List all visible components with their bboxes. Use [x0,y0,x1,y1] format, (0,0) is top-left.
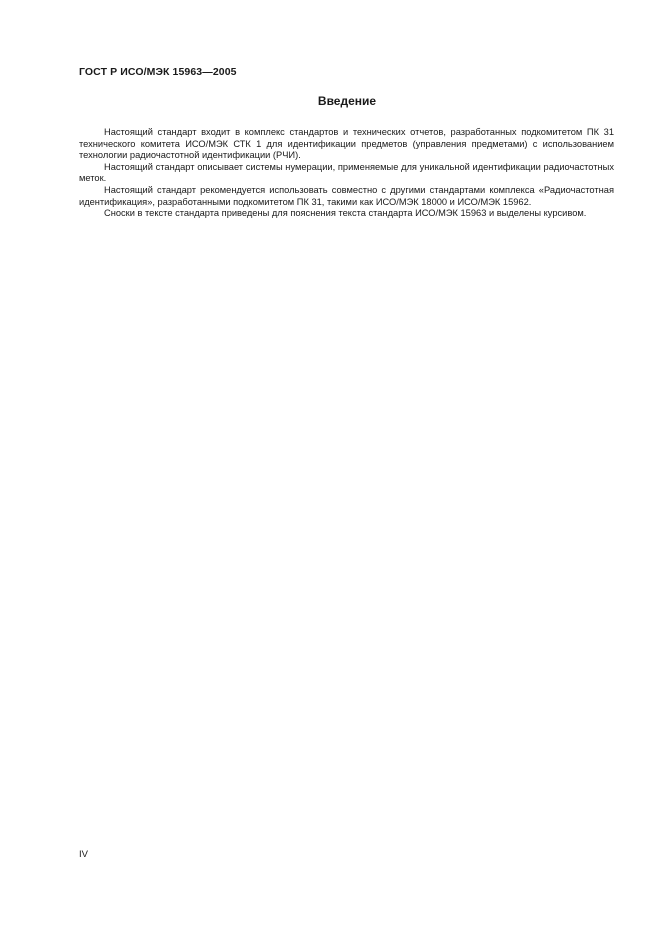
paragraph-3: Настоящий стандарт рекомендуется использовать совместно с другими стандартами комплекса «Радиочастотная идентификация», разработанными подкомитетом ПК 31, такими как ИСО/МЭК 18000 и ИСО/МЭК 15962. [79,184,614,207]
introduction-body [79,127,614,220]
paragraph-1: Настоящий стандарт входит в комплекс стандартов и технических отчетов, разработанных подкомитетом ПК 31 технического комитета ИСО/МЭК СТК 1 для идентификации предметов (управления предметами) с использованием технологии радиочастотной идентификации (РЧИ). [79,127,614,161]
document-code: ГОСТ Р ИСО/МЭК 15963—2005 [79,66,237,78]
page-number: IV [79,849,88,860]
section-title: Введение [317,94,377,108]
paragraph-4: Сноски в тексте стандарта приведены для пояснения текста стандарта ИСО/МЭК 15963 и выделены курсивом. [104,208,587,219]
paragraph-2: Настоящий стандарт описывает системы нумерации, применяемые для уникальной идентификации радиочастотных меток. [79,161,614,184]
